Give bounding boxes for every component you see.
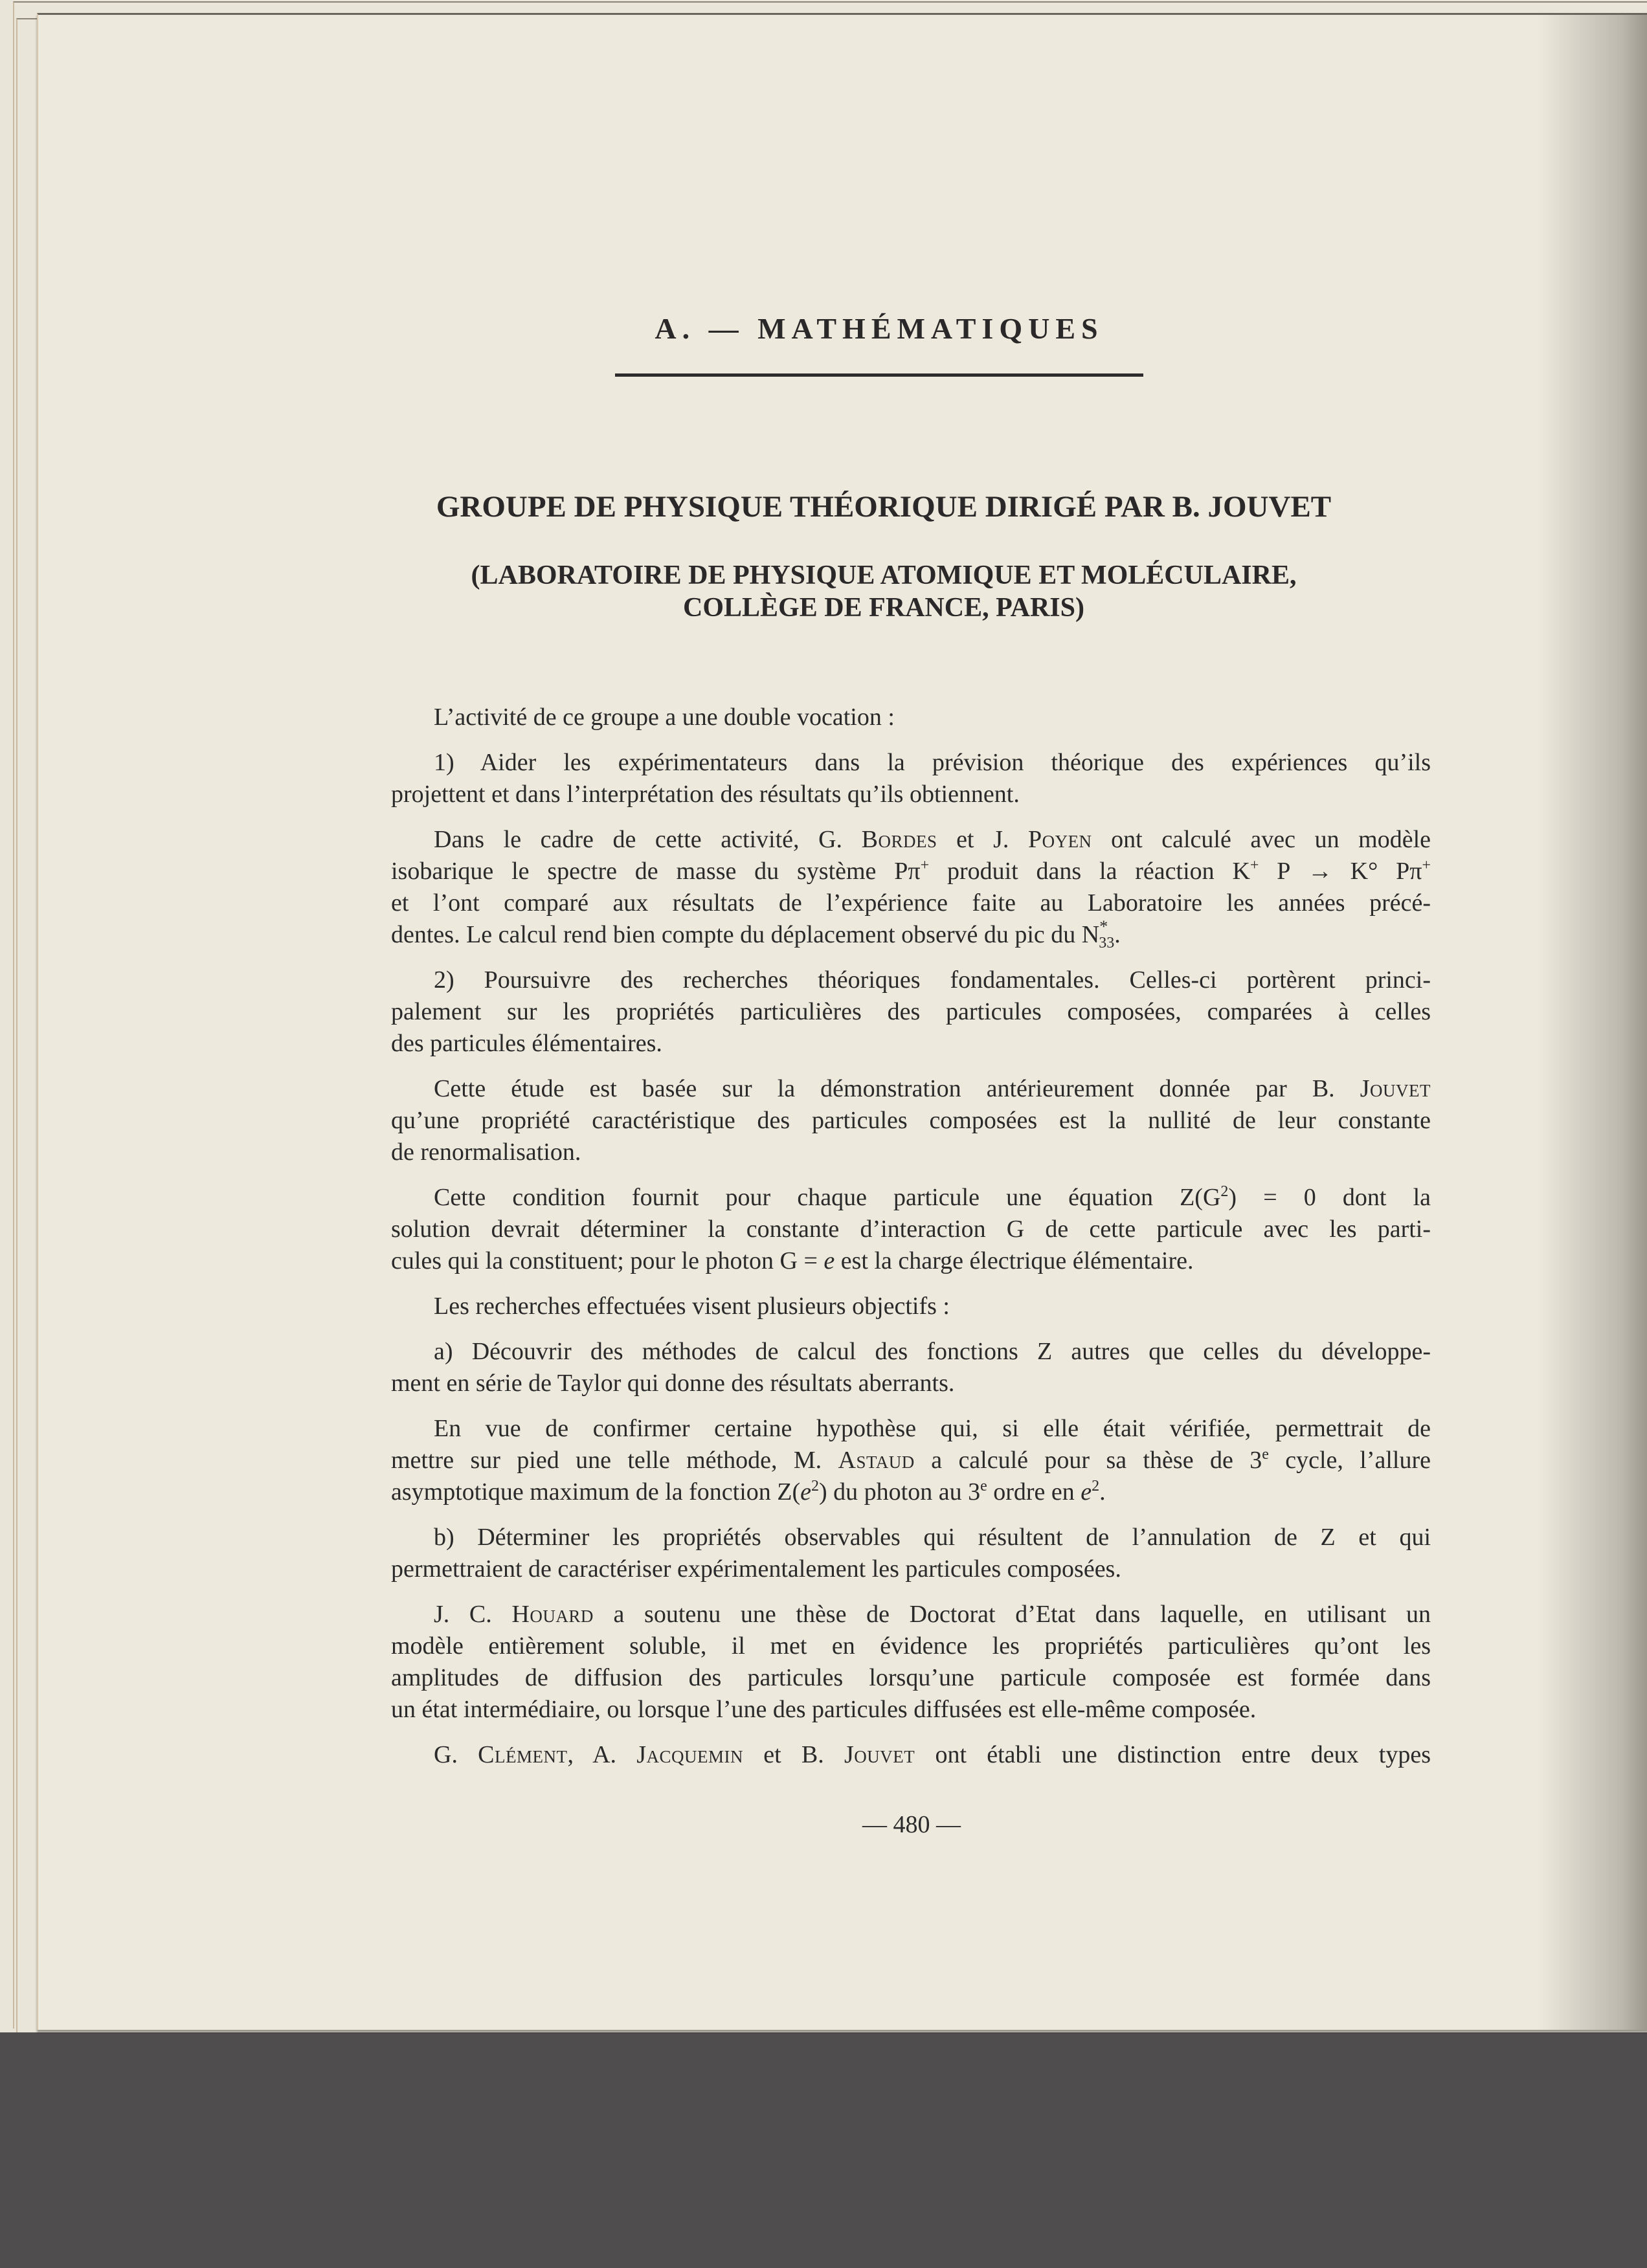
author-name: Jouvet (1360, 1075, 1431, 1102)
text-run: ment en série de Taylor qui donne des résultats aberrants. (391, 1370, 955, 1397)
author-name: Poyen (1027, 826, 1092, 853)
text-line (391, 1245, 1431, 1277)
author-name: Clément (478, 1741, 568, 1768)
author-name: Jacquemin (636, 1741, 744, 1768)
text-run: cycle, l’allure (1268, 1447, 1431, 1474)
text-run: est la charge électrique élémentaire. (835, 1247, 1194, 1274)
text-line (391, 1105, 1431, 1137)
text-run: J. C. (434, 1601, 512, 1628)
text-run: . (1114, 921, 1121, 948)
text-line (391, 1476, 1431, 1508)
superscript: * (1099, 917, 1108, 936)
section-title: A. — MATHÉMATIQUES (655, 312, 1104, 345)
superscript: + (1422, 857, 1431, 874)
text-line (391, 1522, 1431, 1553)
text-run: , A. (567, 1741, 637, 1768)
text-run: a soutenu une thèse de Doctorat d’Etat dans laquelle, en utilisant un (593, 1601, 1431, 1628)
text-line (391, 856, 1431, 887)
text-run: En vue de confirmer certaine hypothèse qui, si elle était vérifiée, permettrait de (434, 1415, 1431, 1442)
lab-subheading-line-1: (LABORATOIRE DE PHYSIQUE ATOMIQUE ET MOLÉCULAIRE, (471, 561, 1297, 590)
text-line (391, 1599, 1431, 1630)
text-line (391, 919, 1431, 951)
superscript: 2 (1092, 1478, 1100, 1495)
text-run: amplitudes de diffusion des particules lorsqu’une particule composée est formée dans (391, 1664, 1431, 1691)
subscript: 33 (1099, 935, 1115, 951)
paragraph (391, 1413, 1431, 1508)
text-run: Les recherches effectuées visent plusieurs objectifs : (434, 1293, 950, 1320)
text-run: de renormalisation. (391, 1139, 581, 1166)
paragraph (391, 1182, 1431, 1277)
text-run: b) Déterminer les propriétés observables qui résultent de l’annulation de Z et qui (434, 1524, 1431, 1551)
lab-subheading-line-2: COLLÈGE DE FRANCE, PARIS) (683, 593, 1084, 623)
text-run: L’activité de ce groupe a une double vocation : (434, 704, 895, 731)
text-line (391, 779, 1431, 810)
math-variable: e (1081, 1478, 1092, 1506)
text-run: a calculé pour sa thèse de 3 (914, 1447, 1262, 1474)
superscript: + (1249, 857, 1259, 874)
text-run: ont calculé avec un modèle (1092, 826, 1431, 853)
binding-shadow (1538, 15, 1647, 2030)
text-line (391, 1662, 1431, 1694)
paragraph (391, 1336, 1431, 1399)
section-title-underline (615, 373, 1143, 377)
superscript: 2 (1220, 1183, 1229, 1200)
text-line (391, 964, 1431, 996)
superscript: + (920, 857, 930, 874)
paragraph (391, 1599, 1431, 1726)
text-line (391, 824, 1431, 856)
paragraph (391, 824, 1431, 951)
text-run: . (1099, 1478, 1106, 1506)
text-run: dentes. Le calcul rend bien compte du déplacement observé du pic du N (391, 921, 1100, 948)
text-run: projettent et dans l’interprétation des résultats qu’ils obtiennent. (391, 781, 1020, 808)
text-run: mettre sur pied une telle méthode, M. (391, 1447, 838, 1474)
text-run: Cette étude est basée sur la démonstration antérieurement donnée par B. (434, 1075, 1360, 1102)
author-name: Jouvet (844, 1741, 915, 1768)
text-run: Cette condition fournit pour chaque particule une équation Z(G (434, 1184, 1221, 1211)
text-run: cules qui la constituent; pour le photon G = (391, 1247, 824, 1274)
paragraph (391, 702, 1431, 733)
text-run: ) = 0 dont la (1228, 1184, 1431, 1211)
text-run: produit dans la réaction K (929, 858, 1250, 885)
text-run: 2) Poursuivre des recherches théoriques fondamentales. Celles-ci portèrent princi- (434, 966, 1431, 994)
author-name: Astaud (838, 1447, 915, 1474)
paragraph (391, 1739, 1431, 1771)
text-run: solution devrait déterminer la constante d’interaction G de cette particule avec les parti- (391, 1216, 1431, 1243)
text-line (391, 1368, 1431, 1399)
text-run: ) du photon au 3 (819, 1478, 981, 1506)
text-line (391, 1214, 1431, 1245)
text-run: ont établi une distinction entre deux types (915, 1741, 1431, 1768)
text-line (391, 996, 1431, 1028)
text-line (391, 1739, 1431, 1771)
text-line (391, 1413, 1431, 1445)
math-variable: e (800, 1478, 812, 1506)
text-line (391, 747, 1431, 779)
text-run: ordre en (987, 1478, 1081, 1506)
text-line (391, 1630, 1431, 1662)
group-heading: GROUPE DE PHYSIQUE THÉORIQUE DIRIGÉ PAR B. JOUVET (436, 490, 1332, 524)
text-run: des particules élémentaires. (391, 1030, 662, 1057)
text-line (391, 1694, 1431, 1726)
text-run: et l’ont comparé aux résultats de l’expérience faite au Laboratoire les années précé- (391, 889, 1431, 917)
paragraph (391, 1522, 1431, 1585)
text-line (391, 887, 1431, 919)
author-name: Houard (511, 1601, 594, 1628)
text-line (391, 702, 1431, 733)
paragraph (391, 1291, 1431, 1322)
text-run: Dans le cadre de cette activité, G. (434, 826, 862, 853)
author-name: Bordes (861, 826, 937, 853)
paragraph (391, 964, 1431, 1060)
text-run: 1) Aider les expérimentateurs dans la prévision théorique des expériences qu’ils (434, 749, 1431, 776)
text-run: modèle entièrement soluble, il met en évidence les propriétés particulières qu’ont les (391, 1632, 1431, 1660)
text-run: et B. (743, 1741, 844, 1768)
text-line (391, 1028, 1431, 1060)
text-run: a) Découvrir des méthodes de calcul des fonctions Z autres que celles du développe- (434, 1338, 1431, 1365)
page-number: — 480 — (862, 1811, 961, 1838)
text-line (391, 1291, 1431, 1322)
text-run: permettraient de caractériser expérimentalement les particules composées. (391, 1555, 1121, 1583)
text-line (391, 1553, 1431, 1585)
text-run: qu’une propriété caractéristique des particules composées est la nullité de leur constante (391, 1107, 1431, 1134)
text-line (391, 1137, 1431, 1168)
text-run: et J. (937, 826, 1028, 853)
text-line (391, 1182, 1431, 1214)
body-text (391, 702, 1431, 1784)
text-run: P → K° Pπ (1259, 858, 1422, 885)
math-variable: e (824, 1247, 835, 1274)
superscript: e (980, 1478, 987, 1495)
text-line (391, 1336, 1431, 1368)
paragraph (391, 747, 1431, 810)
text-run: asymptotique maximum de la fonction Z( (391, 1478, 801, 1506)
text-line (391, 1445, 1431, 1476)
superscript: 2 (811, 1478, 820, 1495)
paragraph (391, 1073, 1431, 1168)
text-run: G. (434, 1741, 478, 1768)
text-line (391, 1073, 1431, 1105)
superscript: e (1262, 1446, 1269, 1463)
text-run: isobarique le spectre de masse du système Pπ (391, 858, 921, 885)
text-run: palement sur les propriétés particulières des particules composées, comparées à celles (391, 998, 1431, 1025)
text-run: un état intermédiaire, ou lorsque l’une des particules diffusées est elle-même composée. (391, 1696, 1257, 1723)
